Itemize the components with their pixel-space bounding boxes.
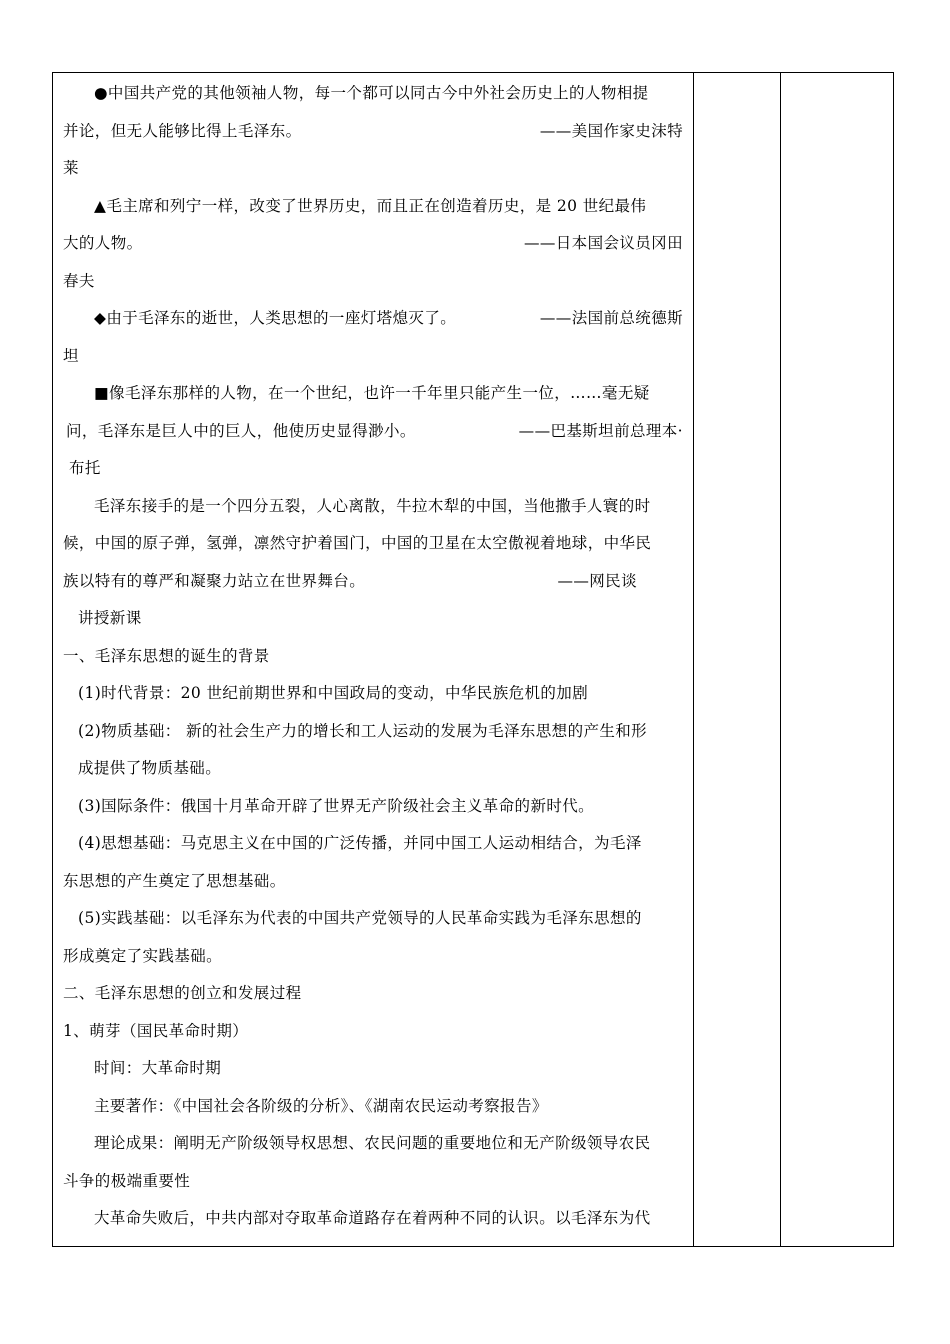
lesson-plan-table <box>52 72 894 1247</box>
quote-5-line-2: 候，中国的原子弹，氢弹，凛然守护着国门，中国的卫星在太空傲视着地球，中华民 <box>63 534 652 552</box>
quote-5-line-1: 毛泽东接手的是一个四分五裂，人心离散，牛拉木犁的中国，当他撒手人寰的时 <box>94 496 651 515</box>
main-content <box>53 73 693 1238</box>
quote-5-text: 族以特有的尊严和凝聚力站立在世界舞台。 <box>63 571 366 590</box>
quote-1-source: ——美国作家史沫特 <box>539 121 683 140</box>
quote-4-text: 问，毛泽东是巨人中的巨人，他使历史显得渺小。 <box>66 421 416 440</box>
empty-column-b <box>781 73 894 1247</box>
section-1-item-2-line-1: (2)物质基础： 新的社会生产力的增长和工人运动的发展为毛泽东思想的产生和形 <box>78 721 648 740</box>
section-1-item-2-line-2: 成提供了物质基础。 <box>78 759 222 777</box>
section-1-item-4-line-1: (4)思想基础：马克思主义在中国的广泛传播，并同中国工人运动相结合，为毛泽 <box>78 834 642 852</box>
main-content-cell <box>53 73 694 1247</box>
quote-1-line-1: ●中国共产党的其他领袖人物，每一个都可以同古今中外社会历史上的人物相提 <box>94 84 649 102</box>
quote-3-line-2: 坦 <box>63 346 79 365</box>
section-2-sub-1-title: 1、萌芽（国民革命时期） <box>63 1021 249 1040</box>
quote-1-line-2 <box>63 113 683 151</box>
quote-5-source: ——网民谈 <box>557 571 637 590</box>
quote-1-text: 并论，但无人能够比得上毛泽东。 <box>63 121 302 140</box>
section-2-works: 主要著作：《中国社会各阶级的分析》、《湖南农民运动考察报告》 <box>94 1096 548 1115</box>
section-2-last-line: 大革命失败后，中共内部对夺取革命道路存在着两种不同的认识。以毛泽东为代 <box>94 1209 651 1227</box>
section-1-item-5-line-2: 形成奠定了实践基础。 <box>63 946 223 965</box>
empty-column-a <box>694 73 781 1247</box>
section-1-item-4-line-2: 东思想的产生奠定了思想基础。 <box>63 871 286 890</box>
section-1-item-5-line-1: (5)实践基础：以毛泽东为代表的中国共产党领导的人民革命实践为毛泽东思想的 <box>78 909 642 927</box>
quote-1-line-3: 莱 <box>63 159 79 177</box>
quote-2-line-3: 春夫 <box>63 271 95 290</box>
quote-2-line-1: ▲毛主席和列宁一样，改变了世界历史，而且正在创造着历史，是 20 世纪最伟 <box>94 196 647 215</box>
quote-3-line-1 <box>63 300 683 338</box>
section-2-time: 时间：大革命时期 <box>94 1059 222 1077</box>
lesson-heading: 讲授新课 <box>78 609 142 627</box>
quote-5-line-3 <box>63 563 683 601</box>
quote-4-line-2 <box>63 413 683 451</box>
section-2-title: 二、毛泽东思想的创立和发展过程 <box>63 984 302 1002</box>
quote-3-text: ◆由于毛泽东的逝世，人类思想的一座灯塔熄灭了。 <box>94 309 457 327</box>
quote-4-line-1: ■像毛泽东那样的人物，在一个世纪，也许一千年里只能产生一位，……毫无疑 <box>94 384 650 402</box>
section-1-title: 一、毛泽东思想的诞生的背景 <box>63 646 270 665</box>
quote-4-source: ——巴基斯坦前总理本· <box>518 421 683 440</box>
quote-4-line-3: 布托 <box>69 459 101 477</box>
section-1-item-1: (1)时代背景：20 世纪前期世界和中国政局的变动，中华民族危机的加剧 <box>78 684 589 702</box>
quote-3-source: ——法国前总统德斯 <box>539 309 683 327</box>
quote-2-source: ——日本国会议员冈田 <box>523 234 683 252</box>
section-2-theory-line-2: 斗争的极端重要性 <box>63 1171 191 1190</box>
quote-2-line-2 <box>63 225 683 263</box>
section-1-item-3: (3)国际条件：俄国十月革命开辟了世界无产阶级社会主义革命的新时代。 <box>78 796 595 815</box>
section-2-theory-line-1: 理论成果：阐明无产阶级领导权思想、农民问题的重要地位和无产阶级领导农民 <box>94 1134 651 1152</box>
quote-2-text: 大的人物。 <box>63 234 143 252</box>
